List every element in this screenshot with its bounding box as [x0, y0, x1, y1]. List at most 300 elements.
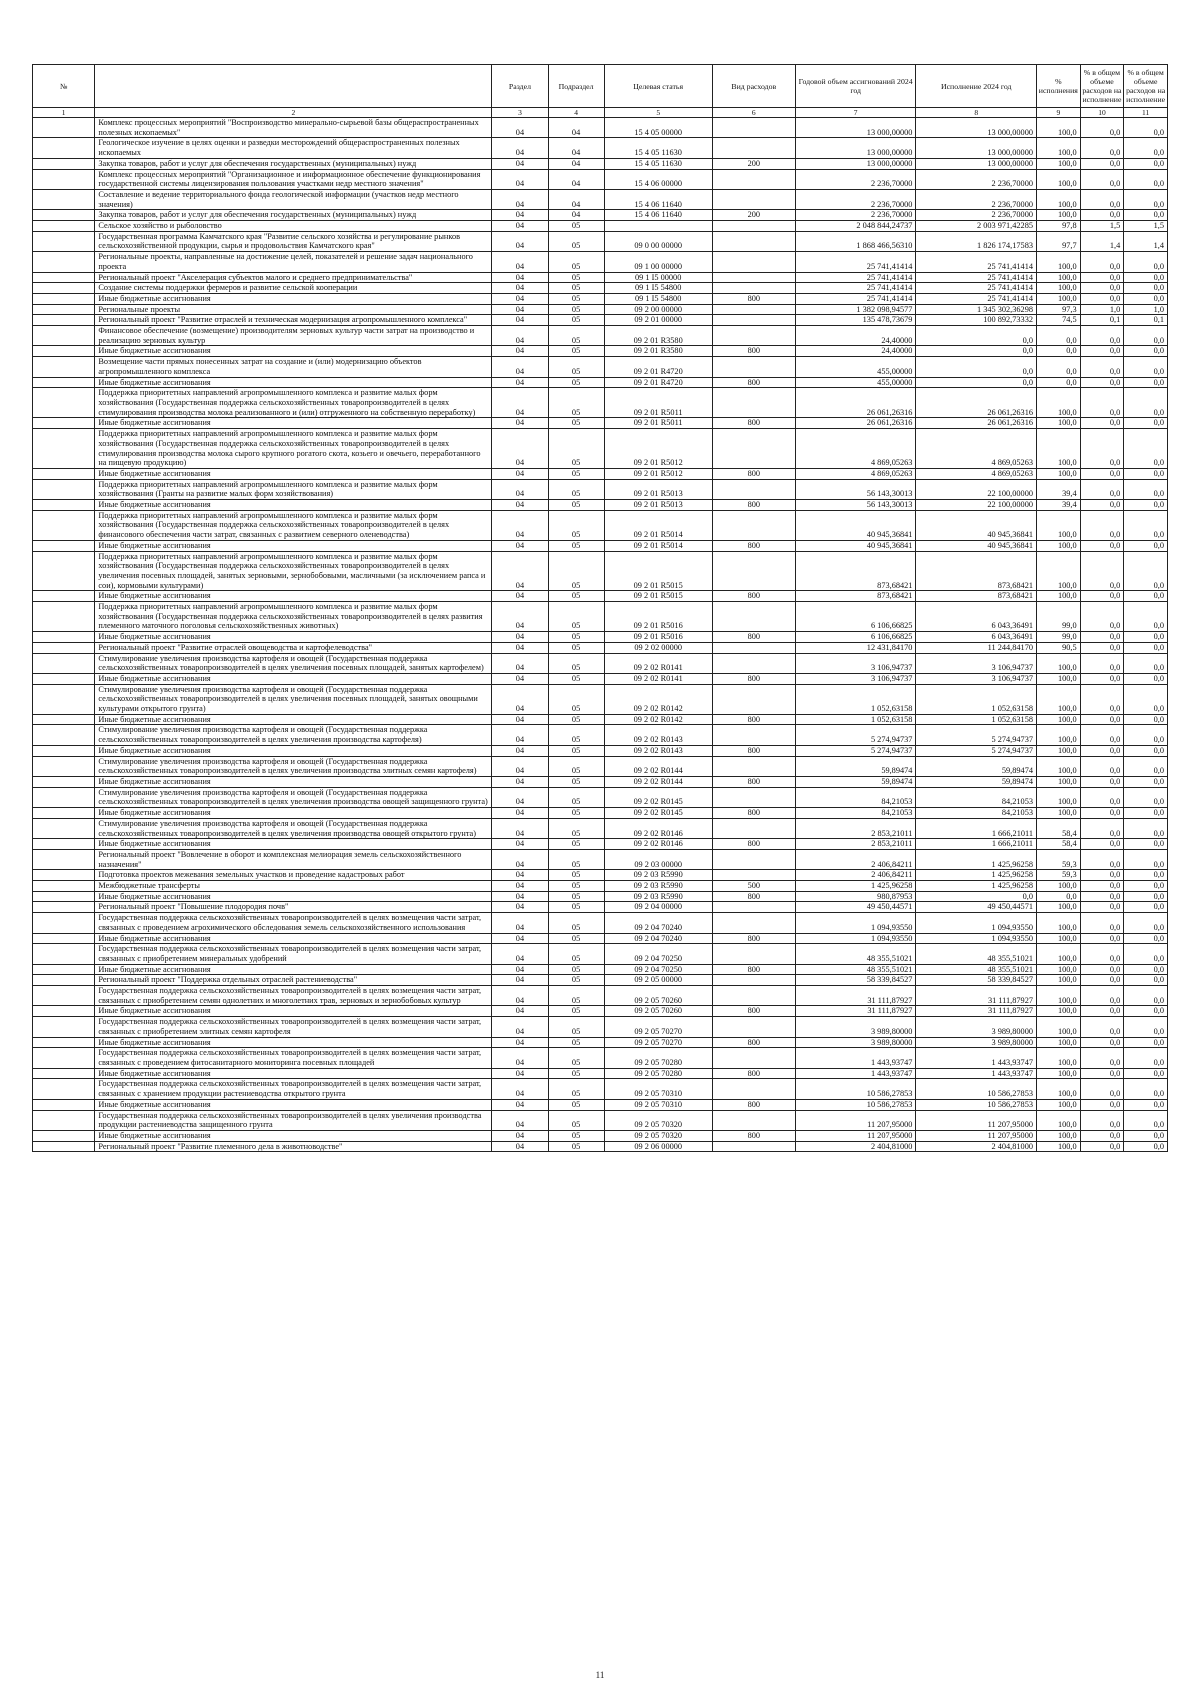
execution-cell: 4 869,05263 [916, 468, 1037, 479]
item-name-cell: Иные бюджетные ассигнования [95, 745, 492, 756]
table-row [33, 632, 1168, 643]
table-row [33, 964, 1168, 975]
execution-percent-cell: 100,0 [1037, 540, 1081, 551]
share-total-1-cell: 0,0 [1080, 326, 1124, 346]
share-total-1-cell: 0,0 [1080, 808, 1124, 819]
share-total-1-cell: 0,0 [1080, 1099, 1124, 1110]
share-total-1-cell: 0,0 [1080, 272, 1124, 283]
row-number-cell [33, 377, 95, 388]
item-name-cell: Региональный проект "Развитие племенного дела в животноводстве" [95, 1141, 492, 1152]
execution-percent-cell: 100,0 [1037, 293, 1081, 304]
expense-type-cell [712, 602, 795, 632]
item-name-cell: Государственная поддержка сельскохозяйственных товаропроизводителей в целях увеличения производства продукции растениеводства защищенного грунта [95, 1110, 492, 1130]
annual-allocation-cell: 11 207,95000 [795, 1110, 916, 1130]
section-cell: 04 [492, 902, 548, 913]
share-total-1-cell: 0,0 [1080, 944, 1124, 964]
row-number-cell [33, 138, 95, 158]
share-total-2-cell: 0,0 [1124, 632, 1168, 643]
table-row [33, 1068, 1168, 1079]
row-number-cell [33, 357, 95, 377]
execution-percent-cell: 100,0 [1037, 1006, 1081, 1017]
share-total-1-cell: 0,0 [1080, 429, 1124, 469]
share-total-2-cell: 0,0 [1124, 346, 1168, 357]
share-total-2-cell: 0,0 [1124, 808, 1168, 819]
table-row [33, 1141, 1168, 1152]
target-article-cell: 15 4 05 00000 [604, 118, 712, 138]
header-row [33, 65, 1168, 108]
header-cell-8: Исполнение 2024 год [916, 65, 1037, 108]
item-name-cell: Геологическое изучение в целях оценки и разведки месторождений общераспространенных полезных ископаемых [95, 138, 492, 158]
table-row [33, 118, 1168, 138]
target-article-cell: 09 2 02 R0144 [604, 756, 712, 776]
row-number-cell [33, 221, 95, 232]
section-cell: 04 [492, 346, 548, 357]
section-cell: 04 [492, 221, 548, 232]
item-name-cell: Иные бюджетные ассигнования [95, 293, 492, 304]
item-name-cell: Финансовое обеспечение (возмещение) производителям зерновых культур части затрат на производство и реализацию зерновых культур [95, 326, 492, 346]
execution-percent-cell: 0,0 [1037, 377, 1081, 388]
row-number-cell [33, 118, 95, 138]
execution-cell: 26 061,26316 [916, 388, 1037, 418]
item-name-cell: Иные бюджетные ассигнования [95, 808, 492, 819]
execution-cell: 13 000,00000 [916, 118, 1037, 138]
execution-cell: 5 274,94737 [916, 725, 1037, 745]
annual-allocation-cell: 4 869,05263 [795, 468, 916, 479]
execution-percent-cell: 100,0 [1037, 986, 1081, 1006]
table-row [33, 902, 1168, 913]
section-cell: 04 [492, 725, 548, 745]
item-name-cell: Иные бюджетные ассигнования [95, 1068, 492, 1079]
table-row [33, 468, 1168, 479]
execution-percent-cell: 58,4 [1037, 818, 1081, 838]
annual-allocation-cell: 2 406,84211 [795, 870, 916, 881]
table-row [33, 1099, 1168, 1110]
row-number-cell [33, 315, 95, 326]
table-row [33, 293, 1168, 304]
expense-type-cell [712, 870, 795, 881]
annual-allocation-cell: 2 236,70000 [795, 210, 916, 221]
section-cell: 04 [492, 1068, 548, 1079]
share-total-1-cell: 0,0 [1080, 975, 1124, 986]
execution-cell: 31 111,87927 [916, 986, 1037, 1006]
execution-percent-cell: 0,0 [1037, 357, 1081, 377]
target-article-cell: 09 2 06 00000 [604, 1141, 712, 1152]
item-name-cell: Иные бюджетные ассигнования [95, 839, 492, 850]
share-total-1-cell: 0,0 [1080, 118, 1124, 138]
section-cell: 04 [492, 777, 548, 788]
execution-cell: 2 236,70000 [916, 169, 1037, 189]
annual-allocation-cell: 10 586,27853 [795, 1079, 916, 1099]
execution-percent-cell: 39,4 [1037, 500, 1081, 511]
row-number-cell [33, 304, 95, 315]
row-number-cell [33, 210, 95, 221]
expense-type-cell: 800 [712, 418, 795, 429]
row-number-cell [33, 870, 95, 881]
subsection-cell: 05 [548, 653, 604, 673]
annual-allocation-cell: 59,89474 [795, 777, 916, 788]
share-total-1-cell: 0,0 [1080, 1079, 1124, 1099]
target-article-cell: 09 1 I5 00000 [604, 272, 712, 283]
row-number-cell [33, 714, 95, 725]
subsection-cell: 05 [548, 1110, 604, 1130]
expense-type-cell: 800 [712, 591, 795, 602]
share-total-2-cell: 0,0 [1124, 944, 1168, 964]
subsection-cell: 05 [548, 964, 604, 975]
execution-cell: 26 061,26316 [916, 418, 1037, 429]
execution-percent-cell: 100,0 [1037, 189, 1081, 209]
subsection-cell: 05 [548, 357, 604, 377]
execution-cell: 48 355,51021 [916, 944, 1037, 964]
share-total-2-cell: 0,0 [1124, 870, 1168, 881]
table-row [33, 221, 1168, 232]
target-article-cell: 09 2 01 R5016 [604, 602, 712, 632]
section-cell: 04 [492, 468, 548, 479]
section-cell: 04 [492, 975, 548, 986]
table-row [33, 913, 1168, 933]
section-cell: 04 [492, 189, 548, 209]
row-number-cell [33, 189, 95, 209]
execution-cell: 3 989,80000 [916, 1017, 1037, 1037]
row-number-cell [33, 602, 95, 632]
execution-cell: 0,0 [916, 357, 1037, 377]
table-row [33, 479, 1168, 499]
share-total-1-cell: 0,0 [1080, 913, 1124, 933]
section-cell: 04 [492, 510, 548, 540]
share-total-2-cell: 0,0 [1124, 468, 1168, 479]
share-total-1-cell: 0,0 [1080, 377, 1124, 388]
section-cell: 04 [492, 500, 548, 511]
subsection-cell: 05 [548, 870, 604, 881]
subsection-cell: 05 [548, 632, 604, 643]
table-row [33, 429, 1168, 469]
execution-percent-cell: 100,0 [1037, 684, 1081, 714]
execution-percent-cell: 100,0 [1037, 252, 1081, 272]
expense-type-cell [712, 975, 795, 986]
target-article-cell: 09 2 02 R0142 [604, 714, 712, 725]
share-total-1-cell: 0,0 [1080, 1110, 1124, 1130]
subsection-cell: 05 [548, 540, 604, 551]
row-number-cell [33, 252, 95, 272]
table-row [33, 714, 1168, 725]
section-cell: 04 [492, 1099, 548, 1110]
execution-cell: 873,68421 [916, 591, 1037, 602]
share-total-2-cell: 0,0 [1124, 964, 1168, 975]
expense-type-cell: 800 [712, 293, 795, 304]
execution-cell: 1 094,93550 [916, 933, 1037, 944]
annual-allocation-cell: 1 868 466,56310 [795, 231, 916, 251]
annual-allocation-cell: 26 061,26316 [795, 388, 916, 418]
target-article-cell: 09 2 02 R0141 [604, 653, 712, 673]
item-name-cell: Государственная поддержка сельскохозяйственных товаропроизводителей в целях возмещения части затрат, связанных с приобретением семян однолетних и многолетних трав, зерновых и зернобобовых культур [95, 986, 492, 1006]
item-name-cell: Поддержка приоритетных направлений агропромышленного комплекса и развитие малых форм хозяйствования (Государственная поддержка сельскохозяйственных товаропроизводителей в целях финансового обеспечения части затрат, связанных с развитием северного оленеводства) [95, 510, 492, 540]
target-article-cell: 15 4 05 11630 [604, 138, 712, 158]
share-total-1-cell: 0,0 [1080, 1006, 1124, 1017]
subsection-cell: 05 [548, 891, 604, 902]
item-name-cell: Стимулирование увеличения производства картофеля и овощей (Государственная поддержка сельскохозяйственных товаропроизводителей в целях увеличения посевных площадей, занятых картофелем) [95, 653, 492, 673]
table-body [33, 118, 1168, 1152]
annual-allocation-cell: 25 741,41414 [795, 283, 916, 294]
expense-type-cell: 800 [712, 1068, 795, 1079]
section-cell: 04 [492, 591, 548, 602]
annual-allocation-cell: 48 355,51021 [795, 944, 916, 964]
item-name-cell: Иные бюджетные ассигнования [95, 964, 492, 975]
section-cell: 04 [492, 540, 548, 551]
execution-percent-cell: 100,0 [1037, 272, 1081, 283]
subsection-cell: 04 [548, 189, 604, 209]
share-total-2-cell: 0,0 [1124, 1048, 1168, 1068]
section-cell: 04 [492, 1017, 548, 1037]
execution-cell: 25 741,41414 [916, 293, 1037, 304]
share-total-1-cell: 0,0 [1080, 714, 1124, 725]
row-number-cell [33, 388, 95, 418]
target-article-cell: 09 2 01 R4720 [604, 377, 712, 388]
subsection-cell: 05 [548, 913, 604, 933]
section-cell: 04 [492, 870, 548, 881]
target-article-cell: 09 2 04 70240 [604, 933, 712, 944]
item-name-cell: Иные бюджетные ассигнования [95, 1037, 492, 1048]
subsection-cell: 05 [548, 252, 604, 272]
subsection-cell: 05 [548, 377, 604, 388]
share-total-1-cell: 0,0 [1080, 551, 1124, 591]
share-total-1-cell: 0,0 [1080, 293, 1124, 304]
annual-allocation-cell: 48 355,51021 [795, 964, 916, 975]
execution-cell: 0,0 [916, 326, 1037, 346]
subsection-cell: 05 [548, 283, 604, 294]
share-total-2-cell: 0,0 [1124, 418, 1168, 429]
share-total-1-cell: 0,0 [1080, 777, 1124, 788]
share-total-2-cell: 0,0 [1124, 714, 1168, 725]
expense-type-cell: 800 [712, 1099, 795, 1110]
item-name-cell: Комплекс процессных мероприятий "Организационное и информационное обеспечение функционирования государственной системы лицензирования пользования участками недр местного значения" [95, 169, 492, 189]
share-total-2-cell: 1,5 [1124, 221, 1168, 232]
share-total-2-cell: 0,0 [1124, 673, 1168, 684]
row-number-cell [33, 913, 95, 933]
row-number-cell [33, 429, 95, 469]
row-number-cell [33, 902, 95, 913]
item-name-cell: Иные бюджетные ассигнования [95, 591, 492, 602]
share-total-2-cell: 0,0 [1124, 540, 1168, 551]
row-number-cell [33, 881, 95, 892]
share-total-2-cell: 0,0 [1124, 1006, 1168, 1017]
execution-percent-cell: 97,7 [1037, 231, 1081, 251]
annual-allocation-cell: 13 000,00000 [795, 118, 916, 138]
target-article-cell: 09 2 01 R3580 [604, 326, 712, 346]
subsection-cell: 05 [548, 304, 604, 315]
annual-allocation-cell: 5 274,94737 [795, 745, 916, 756]
execution-cell: 13 000,00000 [916, 138, 1037, 158]
target-article-cell: 09 2 05 70280 [604, 1068, 712, 1079]
execution-percent-cell: 100,0 [1037, 745, 1081, 756]
execution-cell: 10 586,27853 [916, 1099, 1037, 1110]
execution-percent-cell: 100,0 [1037, 283, 1081, 294]
row-number-cell [33, 1068, 95, 1079]
section-cell: 04 [492, 357, 548, 377]
table-row [33, 777, 1168, 788]
execution-cell: 84,21053 [916, 787, 1037, 807]
row-number-cell [33, 944, 95, 964]
subsection-cell: 05 [548, 1017, 604, 1037]
share-total-1-cell: 0,0 [1080, 787, 1124, 807]
target-article-cell: 09 2 01 R5016 [604, 632, 712, 643]
annual-allocation-cell: 1 094,93550 [795, 933, 916, 944]
share-total-1-cell: 0,0 [1080, 1017, 1124, 1037]
item-name-cell: Стимулирование увеличения производства картофеля и овощей (Государственная поддержка сельскохозяйственных товаропроизводителей в целях увеличения производства картофеля) [95, 725, 492, 745]
row-number-cell [33, 293, 95, 304]
expense-type-cell: 800 [712, 1037, 795, 1048]
expense-type-cell [712, 902, 795, 913]
table-row [33, 653, 1168, 673]
target-article-cell: 09 2 02 R0144 [604, 777, 712, 788]
subsection-cell: 05 [548, 1141, 604, 1152]
execution-cell: 59,89474 [916, 777, 1037, 788]
annual-allocation-cell: 455,00000 [795, 377, 916, 388]
item-name-cell: Возмещение части прямых понесенных затрат на создание и (или) модернизацию объектов агропромышленного комплекса [95, 357, 492, 377]
table-row [33, 881, 1168, 892]
subsection-cell: 05 [548, 429, 604, 469]
table-row [33, 346, 1168, 357]
target-article-cell: 09 2 02 R0143 [604, 745, 712, 756]
annual-allocation-cell: 6 106,66825 [795, 632, 916, 643]
share-total-2-cell: 0,0 [1124, 933, 1168, 944]
execution-cell: 84,21053 [916, 808, 1037, 819]
share-total-2-cell: 0,0 [1124, 118, 1168, 138]
item-name-cell: Иные бюджетные ассигнования [95, 1099, 492, 1110]
execution-cell: 1 345 302,36298 [916, 304, 1037, 315]
table-row [33, 1006, 1168, 1017]
share-total-1-cell: 0,0 [1080, 591, 1124, 602]
target-article-cell: 09 2 01 R5015 [604, 551, 712, 591]
subsection-cell: 05 [548, 1068, 604, 1079]
table-row [33, 891, 1168, 902]
target-article-cell: 09 2 01 R4720 [604, 357, 712, 377]
subsection-cell: 04 [548, 169, 604, 189]
item-name-cell: Стимулирование увеличения производства картофеля и овощей (Государственная поддержка сельскохозяйственных товаропроизводителей в целях увеличения производства овощей защищенного грунта) [95, 787, 492, 807]
execution-percent-cell: 100,0 [1037, 653, 1081, 673]
share-total-2-cell: 0,0 [1124, 787, 1168, 807]
section-cell: 04 [492, 642, 548, 653]
execution-cell: 25 741,41414 [916, 283, 1037, 294]
item-name-cell: Создание системы поддержки фермеров и развитие сельской кооперации [95, 283, 492, 294]
section-cell: 04 [492, 1006, 548, 1017]
execution-cell: 6 043,36491 [916, 632, 1037, 643]
table-row [33, 756, 1168, 776]
expense-type-cell [712, 388, 795, 418]
execution-cell: 1 826 174,17583 [916, 231, 1037, 251]
annual-allocation-cell: 11 207,95000 [795, 1130, 916, 1141]
share-total-1-cell: 0,0 [1080, 964, 1124, 975]
execution-percent-cell: 100,0 [1037, 468, 1081, 479]
execution-cell: 0,0 [916, 891, 1037, 902]
target-article-cell: 09 2 05 70280 [604, 1048, 712, 1068]
item-name-cell: Иные бюджетные ассигнования [95, 1130, 492, 1141]
share-total-2-cell: 0,0 [1124, 653, 1168, 673]
table-row [33, 540, 1168, 551]
subsection-cell: 05 [548, 479, 604, 499]
expense-type-cell [712, 326, 795, 346]
execution-percent-cell: 100,0 [1037, 388, 1081, 418]
section-cell: 04 [492, 756, 548, 776]
table-row [33, 138, 1168, 158]
annual-allocation-cell: 13 000,00000 [795, 138, 916, 158]
share-total-2-cell: 0,0 [1124, 818, 1168, 838]
expense-type-cell [712, 479, 795, 499]
execution-percent-cell: 100,0 [1037, 777, 1081, 788]
expense-type-cell [712, 429, 795, 469]
annual-allocation-cell: 84,21053 [795, 808, 916, 819]
table-row [33, 591, 1168, 602]
section-cell: 04 [492, 283, 548, 294]
budget-table [32, 64, 1168, 1152]
header-cell-4: Подраздел [548, 65, 604, 108]
execution-percent-cell: 58,4 [1037, 839, 1081, 850]
subsection-cell: 05 [548, 272, 604, 283]
item-name-cell: Государственная поддержка сельскохозяйственных товаропроизводителей в целях возмещения части затрат, связанных с приобретением элитных семян картофеля [95, 1017, 492, 1037]
share-total-1-cell: 0,0 [1080, 818, 1124, 838]
target-article-cell: 09 2 02 R0146 [604, 818, 712, 838]
expense-type-cell [712, 118, 795, 138]
row-number-cell [33, 540, 95, 551]
subsection-cell: 05 [548, 510, 604, 540]
target-article-cell: 09 2 03 00000 [604, 849, 712, 869]
subsection-cell: 05 [548, 326, 604, 346]
row-number-cell [33, 777, 95, 788]
section-cell: 04 [492, 881, 548, 892]
header-cell-2 [95, 65, 492, 108]
share-total-1-cell: 0,0 [1080, 252, 1124, 272]
row-number-cell [33, 725, 95, 745]
section-cell: 04 [492, 745, 548, 756]
share-total-2-cell: 0,0 [1124, 642, 1168, 653]
item-name-cell: Иные бюджетные ассигнования [95, 377, 492, 388]
table-row [33, 500, 1168, 511]
share-total-2-cell: 0,0 [1124, 252, 1168, 272]
annual-allocation-cell: 1 052,63158 [795, 714, 916, 725]
row-number-cell [33, 642, 95, 653]
section-cell: 04 [492, 849, 548, 869]
target-article-cell: 09 2 05 70270 [604, 1017, 712, 1037]
share-total-1-cell: 0,0 [1080, 388, 1124, 418]
expense-type-cell [712, 221, 795, 232]
share-total-2-cell: 0,0 [1124, 1068, 1168, 1079]
execution-cell: 1 052,63158 [916, 684, 1037, 714]
row-number-cell [33, 500, 95, 511]
execution-cell: 25 741,41414 [916, 272, 1037, 283]
target-article-cell: 09 2 01 R5012 [604, 468, 712, 479]
section-cell: 04 [492, 714, 548, 725]
execution-cell: 49 450,44571 [916, 902, 1037, 913]
annual-allocation-cell: 49 450,44571 [795, 902, 916, 913]
expense-type-cell: 800 [712, 632, 795, 643]
table-row [33, 745, 1168, 756]
share-total-2-cell: 0,0 [1124, 891, 1168, 902]
execution-cell: 2 404,81000 [916, 1141, 1037, 1152]
share-total-2-cell: 0,0 [1124, 684, 1168, 714]
share-total-2-cell: 0,0 [1124, 429, 1168, 469]
section-cell: 04 [492, 944, 548, 964]
table-row [33, 272, 1168, 283]
execution-cell: 40 945,36841 [916, 510, 1037, 540]
expense-type-cell [712, 189, 795, 209]
target-article-cell: 09 1 00 00000 [604, 252, 712, 272]
share-total-2-cell: 0,0 [1124, 725, 1168, 745]
item-name-cell: Стимулирование увеличения производства картофеля и овощей (Государственная поддержка сельскохозяйственных товаропроизводителей в целях увеличения производства овощей открытого грунта) [95, 818, 492, 838]
column-number-cell: 4 [548, 108, 604, 118]
expense-type-cell [712, 231, 795, 251]
execution-cell: 2 236,70000 [916, 210, 1037, 221]
item-name-cell: Государственная поддержка сельскохозяйственных товаропроизводителей в целях возмещения части затрат, связанных с приобретением минеральных удобрений [95, 944, 492, 964]
share-total-1-cell: 0,0 [1080, 756, 1124, 776]
execution-cell: 100 892,73332 [916, 315, 1037, 326]
